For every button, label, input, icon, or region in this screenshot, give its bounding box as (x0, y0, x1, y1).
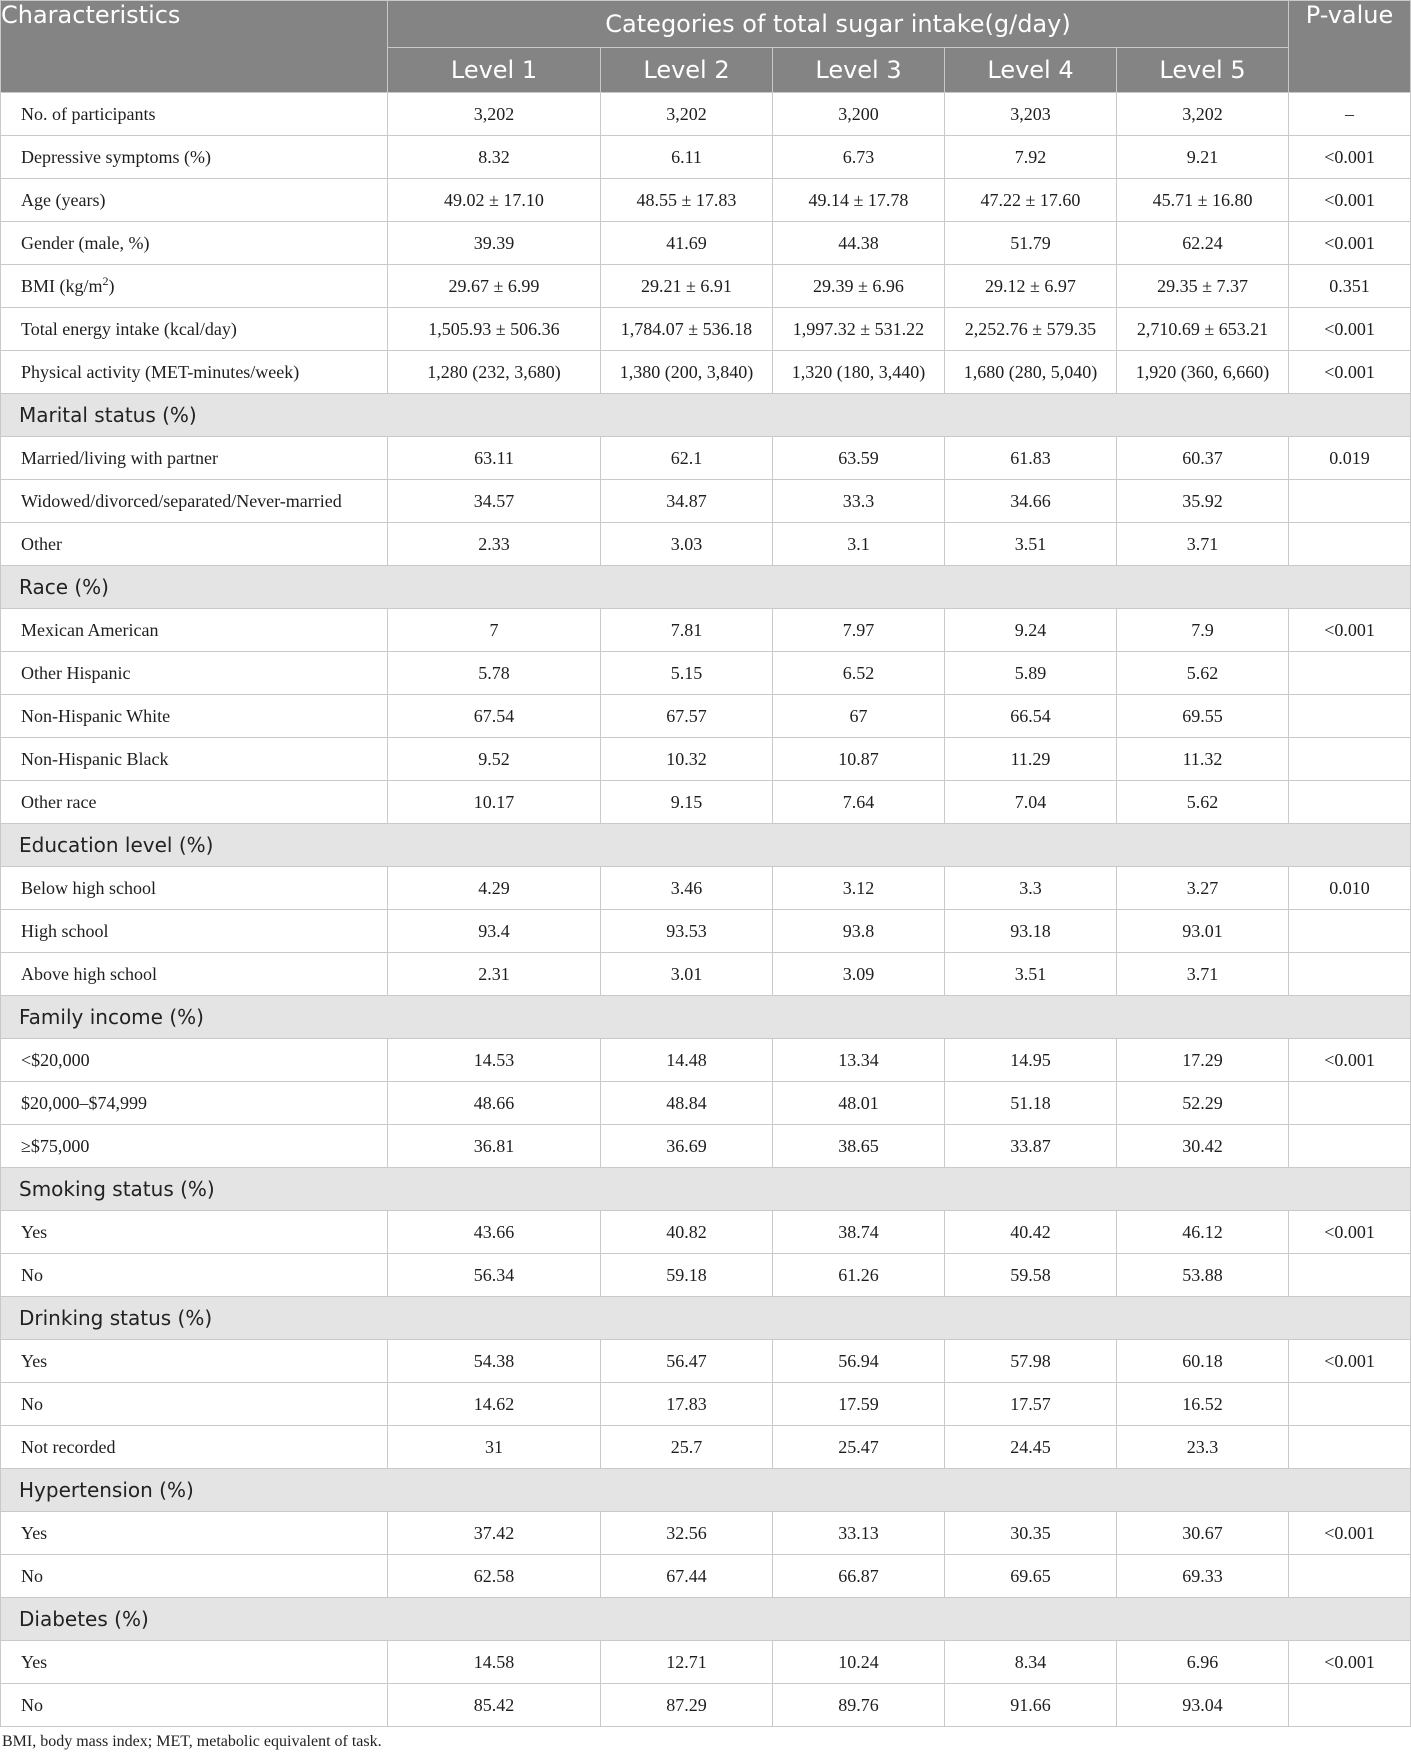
table-row (1, 1383, 1411, 1426)
row-label (1, 1254, 388, 1297)
row-label (1, 781, 388, 824)
cell-level-1: 48.66 (388, 1082, 601, 1125)
row-label-text: Other (21, 533, 62, 554)
header-level-4: Level 4 (945, 48, 1117, 93)
row-label (1, 523, 388, 566)
cell-level-4: 61.83 (945, 437, 1117, 480)
cell-level-2: 56.47 (601, 1340, 773, 1383)
row-label (1, 1211, 388, 1254)
table-row (1, 1125, 1411, 1168)
table-row (1, 1684, 1411, 1727)
cell-level-2: 17.83 (601, 1383, 773, 1426)
cell-level-3: 3.12 (773, 867, 945, 910)
cell-level-4: 2,252.76 ± 579.35 (945, 308, 1117, 351)
row-label (1, 1684, 388, 1727)
cell-level-1: 9.52 (388, 738, 601, 781)
row-label-text: Gender (male, %) (21, 232, 150, 253)
table-row (1, 953, 1411, 996)
cell-level-5: 53.88 (1117, 1254, 1289, 1297)
row-label (1, 1125, 388, 1168)
cell-level-3: 93.8 (773, 910, 945, 953)
cell-level-3: 67 (773, 695, 945, 738)
cell-level-1: 1,505.93 ± 506.36 (388, 308, 601, 351)
cell-level-3: 3.09 (773, 953, 945, 996)
table-row (1, 781, 1411, 824)
cell-p-value: 0.351 (1289, 265, 1411, 308)
table-row (1, 1426, 1411, 1469)
cell-p-value (1289, 695, 1411, 738)
cell-level-2: 1,784.07 ± 536.18 (601, 308, 773, 351)
row-label-text: Other race (21, 791, 97, 812)
cell-level-2: 3.03 (601, 523, 773, 566)
section-header-row (1, 996, 1411, 1039)
cell-level-2: 9.15 (601, 781, 773, 824)
table-row (1, 308, 1411, 351)
cell-p-value (1289, 738, 1411, 781)
row-label-text: Yes (21, 1522, 48, 1543)
row-label-text: Married/living with partner (21, 447, 218, 468)
cell-level-5: 2,710.69 ± 653.21 (1117, 308, 1289, 351)
row-label-text: Age (years) (21, 189, 106, 210)
cell-level-4: 3.3 (945, 867, 1117, 910)
cell-level-3: 56.94 (773, 1340, 945, 1383)
cell-level-5: 3.27 (1117, 867, 1289, 910)
cell-level-3: 3,200 (773, 93, 945, 136)
table-row (1, 1211, 1411, 1254)
cell-level-1: 14.58 (388, 1641, 601, 1684)
table-row (1, 867, 1411, 910)
cell-level-2: 7.81 (601, 609, 773, 652)
cell-level-3: 38.74 (773, 1211, 945, 1254)
cell-level-4: 51.18 (945, 1082, 1117, 1125)
cell-level-4: 93.18 (945, 910, 1117, 953)
cell-level-4: 17.57 (945, 1383, 1117, 1426)
cell-p-value: <0.001 (1289, 1340, 1411, 1383)
table-row (1, 222, 1411, 265)
row-label (1, 695, 388, 738)
cell-level-2: 3.01 (601, 953, 773, 996)
header-level-3: Level 3 (773, 48, 945, 93)
section-header-row (1, 824, 1411, 867)
cell-level-2: 6.11 (601, 136, 773, 179)
cell-p-value (1289, 523, 1411, 566)
cell-level-5: 5.62 (1117, 652, 1289, 695)
cell-level-1: 1,280 (232, 3,680) (388, 351, 601, 394)
cell-level-3: 6.52 (773, 652, 945, 695)
cell-level-1: 8.32 (388, 136, 601, 179)
cell-p-value (1289, 1555, 1411, 1598)
cell-level-5: 30.67 (1117, 1512, 1289, 1555)
cell-level-2: 3.46 (601, 867, 773, 910)
cell-level-4: 47.22 ± 17.60 (945, 179, 1117, 222)
row-label (1, 1340, 388, 1383)
row-label (1, 738, 388, 781)
cell-level-2: 67.44 (601, 1555, 773, 1598)
cell-level-1: 49.02 ± 17.10 (388, 179, 601, 222)
row-label-text: Not recorded (21, 1436, 116, 1457)
table-row (1, 523, 1411, 566)
row-label (1, 1426, 388, 1469)
cell-level-2: 12.71 (601, 1641, 773, 1684)
cell-level-3: 13.34 (773, 1039, 945, 1082)
cell-level-4: 3.51 (945, 523, 1117, 566)
cell-level-3: 38.65 (773, 1125, 945, 1168)
cell-p-value (1289, 953, 1411, 996)
cell-level-2: 3,202 (601, 93, 773, 136)
cell-p-value: <0.001 (1289, 136, 1411, 179)
cell-level-2: 29.21 ± 6.91 (601, 265, 773, 308)
cell-level-3: 44.38 (773, 222, 945, 265)
header-p-value: P-value (1289, 1, 1411, 93)
table-row (1, 351, 1411, 394)
row-label-text: Non-Hispanic Black (21, 748, 169, 769)
section-header-row (1, 1598, 1411, 1641)
cell-p-value (1289, 480, 1411, 523)
header-level-2: Level 2 (601, 48, 773, 93)
cell-p-value: <0.001 (1289, 1039, 1411, 1082)
cell-level-5: 11.32 (1117, 738, 1289, 781)
section-header-row (1, 1168, 1411, 1211)
table-row (1, 1641, 1411, 1684)
row-label-text: Depressive symptoms (%) (21, 146, 211, 167)
cell-level-5: 7.9 (1117, 609, 1289, 652)
table-row (1, 1555, 1411, 1598)
cell-p-value: 0.019 (1289, 437, 1411, 480)
cell-level-2: 34.87 (601, 480, 773, 523)
cell-level-4: 66.54 (945, 695, 1117, 738)
cell-level-3: 61.26 (773, 1254, 945, 1297)
cell-level-3: 6.73 (773, 136, 945, 179)
section-header-row (1, 394, 1411, 437)
table-row (1, 93, 1411, 136)
row-label (1, 308, 388, 351)
cell-p-value (1289, 1082, 1411, 1125)
row-label-text: No (21, 1393, 43, 1414)
row-label-text: No (21, 1694, 43, 1715)
cell-level-5: 93.04 (1117, 1684, 1289, 1727)
table-row (1, 738, 1411, 781)
table-body (1, 93, 1411, 1727)
cell-level-1: 10.17 (388, 781, 601, 824)
table-row (1, 695, 1411, 738)
cell-level-5: 45.71 ± 16.80 (1117, 179, 1289, 222)
cell-level-1: 67.54 (388, 695, 601, 738)
row-label-text: BMI (kg/m (21, 275, 103, 296)
cell-level-1: 7 (388, 609, 601, 652)
row-label (1, 1383, 388, 1426)
cell-level-3: 29.39 ± 6.96 (773, 265, 945, 308)
cell-level-3: 10.24 (773, 1641, 945, 1684)
cell-level-4: 69.65 (945, 1555, 1117, 1598)
cell-level-5: 69.55 (1117, 695, 1289, 738)
cell-level-4: 5.89 (945, 652, 1117, 695)
cell-level-3: 7.64 (773, 781, 945, 824)
cell-level-2: 40.82 (601, 1211, 773, 1254)
row-label-text: Above high school (21, 963, 157, 984)
row-label (1, 910, 388, 953)
section-header-label: Diabetes (%) (1, 1598, 1411, 1641)
table-row (1, 1254, 1411, 1297)
row-label-text: Non-Hispanic White (21, 705, 171, 726)
cell-level-5: 35.92 (1117, 480, 1289, 523)
header-characteristics: Characteristics (1, 1, 388, 93)
row-label (1, 93, 388, 136)
row-label (1, 609, 388, 652)
cell-level-5: 93.01 (1117, 910, 1289, 953)
row-label (1, 265, 388, 308)
cell-level-2: 14.48 (601, 1039, 773, 1082)
cell-level-5: 3.71 (1117, 953, 1289, 996)
cell-p-value: <0.001 (1289, 179, 1411, 222)
cell-level-1: 62.58 (388, 1555, 601, 1598)
cell-level-4: 29.12 ± 6.97 (945, 265, 1117, 308)
cell-level-4: 11.29 (945, 738, 1117, 781)
cell-p-value: – (1289, 93, 1411, 136)
cell-level-3: 1,320 (180, 3,440) (773, 351, 945, 394)
cell-level-5: 46.12 (1117, 1211, 1289, 1254)
cell-p-value (1289, 1426, 1411, 1469)
section-header-label: Education level (%) (1, 824, 1411, 867)
cell-level-2: 48.84 (601, 1082, 773, 1125)
row-label-text: $20,000–$74,999 (21, 1092, 147, 1113)
cell-level-3: 66.87 (773, 1555, 945, 1598)
table-row (1, 437, 1411, 480)
table-row (1, 910, 1411, 953)
cell-level-3: 3.1 (773, 523, 945, 566)
section-header-label: Race (%) (1, 566, 1411, 609)
cell-level-1: 14.53 (388, 1039, 601, 1082)
row-label-text: Other Hispanic (21, 662, 131, 683)
cell-p-value: <0.001 (1289, 351, 1411, 394)
row-label (1, 1512, 388, 1555)
cell-level-4: 3,203 (945, 93, 1117, 136)
row-label-suffix: ) (108, 275, 115, 296)
cell-level-3: 63.59 (773, 437, 945, 480)
row-label-text: Physical activity (MET-minutes/week) (21, 361, 300, 382)
row-label (1, 480, 388, 523)
cell-p-value: <0.001 (1289, 1211, 1411, 1254)
cell-level-1: 3,202 (388, 93, 601, 136)
row-label (1, 1082, 388, 1125)
cell-level-1: 2.33 (388, 523, 601, 566)
cell-level-1: 85.42 (388, 1684, 601, 1727)
cell-level-3: 48.01 (773, 1082, 945, 1125)
row-label-text: High school (21, 920, 109, 941)
cell-level-3: 33.3 (773, 480, 945, 523)
cell-level-2: 5.15 (601, 652, 773, 695)
section-header-label: Hypertension (%) (1, 1469, 1411, 1512)
row-label-text: ≥$75,000 (21, 1135, 90, 1156)
row-label (1, 1555, 388, 1598)
row-label (1, 1641, 388, 1684)
row-label-text: Yes (21, 1651, 48, 1672)
cell-p-value: 0.010 (1289, 867, 1411, 910)
cell-level-1: 34.57 (388, 480, 601, 523)
cell-level-2: 32.56 (601, 1512, 773, 1555)
cell-level-4: 14.95 (945, 1039, 1117, 1082)
cell-level-5: 3.71 (1117, 523, 1289, 566)
cell-level-1: 14.62 (388, 1383, 601, 1426)
cell-level-2: 1,380 (200, 3,840) (601, 351, 773, 394)
cell-level-4: 1,680 (280, 5,040) (945, 351, 1117, 394)
section-header-row (1, 1297, 1411, 1340)
cell-level-2: 36.69 (601, 1125, 773, 1168)
cell-level-5: 1,920 (360, 6,660) (1117, 351, 1289, 394)
section-header-label: Marital status (%) (1, 394, 1411, 437)
cell-level-4: 7.04 (945, 781, 1117, 824)
cell-level-1: 4.29 (388, 867, 601, 910)
cell-level-5: 60.18 (1117, 1340, 1289, 1383)
table-row (1, 1082, 1411, 1125)
table-row (1, 1512, 1411, 1555)
cell-level-4: 33.87 (945, 1125, 1117, 1168)
cell-level-5: 6.96 (1117, 1641, 1289, 1684)
cell-level-2: 48.55 ± 17.83 (601, 179, 773, 222)
cell-p-value (1289, 1684, 1411, 1727)
cell-p-value (1289, 1383, 1411, 1426)
cell-level-3: 1,997.32 ± 531.22 (773, 308, 945, 351)
cell-p-value (1289, 1125, 1411, 1168)
cell-p-value: <0.001 (1289, 1512, 1411, 1555)
cell-level-5: 52.29 (1117, 1082, 1289, 1125)
cell-level-5: 60.37 (1117, 437, 1289, 480)
row-label (1, 179, 388, 222)
cell-p-value (1289, 652, 1411, 695)
cell-level-5: 5.62 (1117, 781, 1289, 824)
cell-level-3: 7.97 (773, 609, 945, 652)
cell-level-4: 34.66 (945, 480, 1117, 523)
row-label-text: Yes (21, 1221, 48, 1242)
row-label (1, 351, 388, 394)
cell-level-4: 91.66 (945, 1684, 1117, 1727)
table-row (1, 136, 1411, 179)
cell-level-3: 49.14 ± 17.78 (773, 179, 945, 222)
section-header-label: Drinking status (%) (1, 1297, 1411, 1340)
cell-p-value (1289, 781, 1411, 824)
cell-level-2: 41.69 (601, 222, 773, 265)
cell-level-1: 29.67 ± 6.99 (388, 265, 601, 308)
cell-level-5: 62.24 (1117, 222, 1289, 265)
row-label-text: Yes (21, 1350, 48, 1371)
cell-level-3: 25.47 (773, 1426, 945, 1469)
cell-p-value (1289, 1254, 1411, 1297)
table-row (1, 609, 1411, 652)
row-label-text: <$20,000 (21, 1049, 90, 1070)
cell-level-2: 10.32 (601, 738, 773, 781)
cell-p-value: <0.001 (1289, 1641, 1411, 1684)
cell-level-1: 36.81 (388, 1125, 601, 1168)
row-label (1, 867, 388, 910)
row-label-text: Total energy intake (kcal/day) (21, 318, 237, 339)
table-footnote: BMI, body mass index; MET, metabolic equivalent of task. (2, 1733, 382, 1750)
row-label (1, 1039, 388, 1082)
cell-level-4: 8.34 (945, 1641, 1117, 1684)
cell-level-4: 3.51 (945, 953, 1117, 996)
table-row (1, 265, 1411, 308)
cell-level-4: 30.35 (945, 1512, 1117, 1555)
cell-p-value: <0.001 (1289, 222, 1411, 265)
row-label-text: No. of participants (21, 103, 156, 124)
cell-level-2: 59.18 (601, 1254, 773, 1297)
cell-level-4: 59.58 (945, 1254, 1117, 1297)
cell-level-1: 39.39 (388, 222, 601, 265)
cell-level-2: 87.29 (601, 1684, 773, 1727)
cell-level-3: 10.87 (773, 738, 945, 781)
cell-level-4: 7.92 (945, 136, 1117, 179)
cell-level-5: 23.3 (1117, 1426, 1289, 1469)
row-label-superscript: 2 (102, 273, 109, 288)
cell-level-2: 67.57 (601, 695, 773, 738)
cell-level-1: 63.11 (388, 437, 601, 480)
cell-p-value: <0.001 (1289, 609, 1411, 652)
cell-level-1: 2.31 (388, 953, 601, 996)
cell-level-4: 24.45 (945, 1426, 1117, 1469)
row-label-text: Below high school (21, 877, 156, 898)
cell-p-value: <0.001 (1289, 308, 1411, 351)
cell-level-2: 93.53 (601, 910, 773, 953)
cell-level-5: 9.21 (1117, 136, 1289, 179)
table-row (1, 1340, 1411, 1383)
row-label-text: Widowed/divorced/separated/Never-married (21, 490, 342, 511)
section-header-row (1, 566, 1411, 609)
cell-level-5: 17.29 (1117, 1039, 1289, 1082)
cell-level-1: 5.78 (388, 652, 601, 695)
cell-level-2: 25.7 (601, 1426, 773, 1469)
row-label (1, 652, 388, 695)
table-row (1, 480, 1411, 523)
row-label (1, 222, 388, 265)
header-level-1: Level 1 (388, 48, 601, 93)
cell-level-3: 33.13 (773, 1512, 945, 1555)
cell-level-5: 29.35 ± 7.37 (1117, 265, 1289, 308)
row-label (1, 953, 388, 996)
cell-p-value (1289, 910, 1411, 953)
cell-level-4: 40.42 (945, 1211, 1117, 1254)
row-label (1, 437, 388, 480)
cell-level-1: 37.42 (388, 1512, 601, 1555)
cell-level-1: 93.4 (388, 910, 601, 953)
cell-level-1: 43.66 (388, 1211, 601, 1254)
cell-level-1: 31 (388, 1426, 601, 1469)
header-sugar-categories: Categories of total sugar intake(g/day) (388, 1, 1289, 48)
table-row (1, 179, 1411, 222)
header-level-5: Level 5 (1117, 48, 1289, 93)
cell-level-5: 3,202 (1117, 93, 1289, 136)
cell-level-4: 51.79 (945, 222, 1117, 265)
row-label-text: No (21, 1565, 43, 1586)
cell-level-5: 69.33 (1117, 1555, 1289, 1598)
cell-level-3: 89.76 (773, 1684, 945, 1727)
row-label-text: No (21, 1264, 43, 1285)
cell-level-2: 62.1 (601, 437, 773, 480)
table-row (1, 652, 1411, 695)
cell-level-3: 17.59 (773, 1383, 945, 1426)
cell-level-1: 54.38 (388, 1340, 601, 1383)
section-header-label: Smoking status (%) (1, 1168, 1411, 1211)
row-label (1, 136, 388, 179)
cell-level-1: 56.34 (388, 1254, 601, 1297)
cell-level-5: 30.42 (1117, 1125, 1289, 1168)
table-header (1, 1, 1411, 93)
section-header-row (1, 1469, 1411, 1512)
section-header-label: Family income (%) (1, 996, 1411, 1039)
cell-level-5: 16.52 (1117, 1383, 1289, 1426)
cell-level-4: 9.24 (945, 609, 1117, 652)
cell-level-4: 57.98 (945, 1340, 1117, 1383)
table-row (1, 1039, 1411, 1082)
row-label-text: Mexican American (21, 619, 159, 640)
